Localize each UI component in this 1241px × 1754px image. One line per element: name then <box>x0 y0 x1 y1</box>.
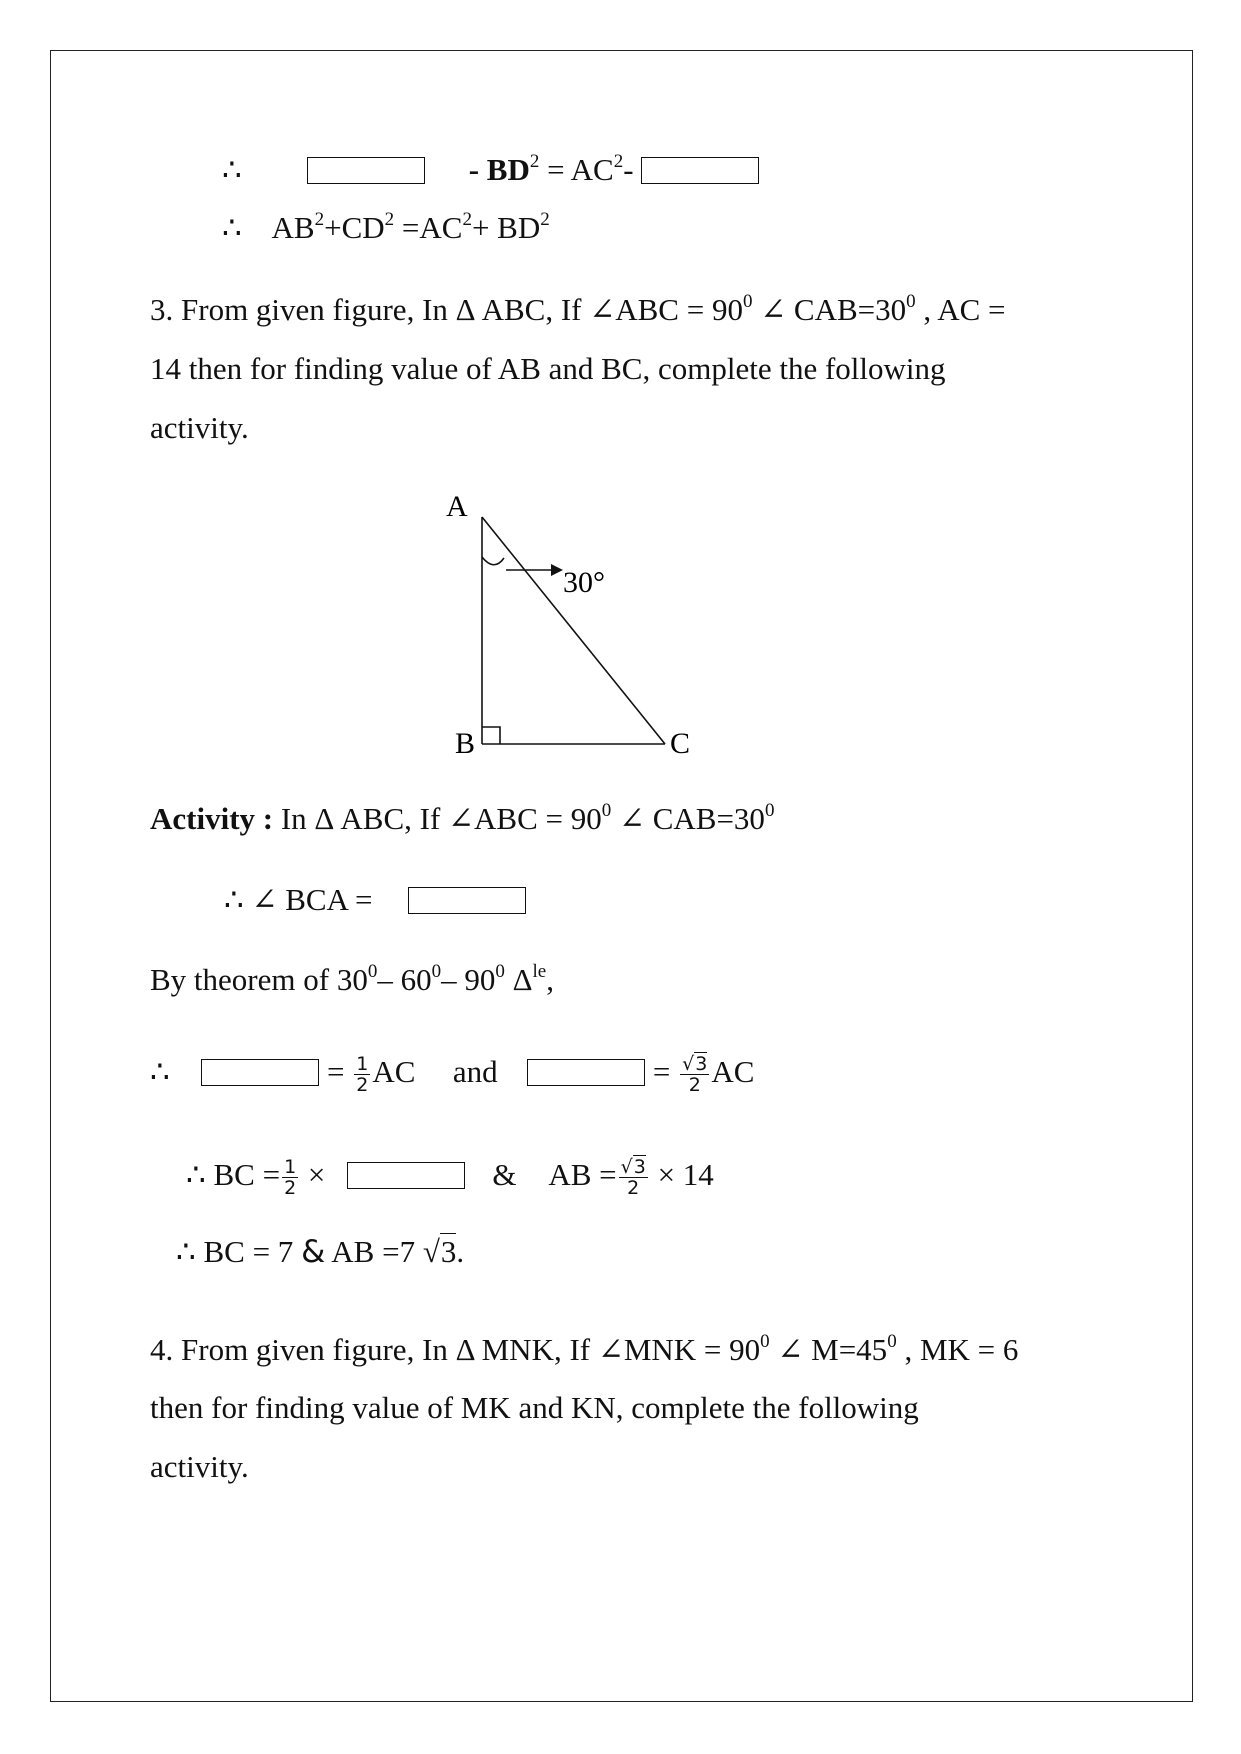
therefore-symbol: ∴ <box>150 1054 170 1089</box>
numerator: √3 <box>682 1053 708 1076</box>
answer-box-3[interactable] <box>201 1059 319 1086</box>
ac-term: = AC <box>539 152 614 187</box>
q3-text: ∠ CAB=30 <box>752 292 907 327</box>
result-line: ∴ BC = 7 & AB =7 √3. <box>176 1234 465 1270</box>
therefore-symbol: ∴ <box>222 210 242 245</box>
activity-line-1 <box>150 801 774 837</box>
bca-line <box>224 882 526 918</box>
equals-sign: = <box>652 1054 679 1089</box>
exponent: 2 <box>540 209 550 230</box>
exponent: 0 <box>764 800 775 821</box>
exponent: 0 <box>906 291 916 312</box>
q3-line-1 <box>150 292 1006 328</box>
vertex-label-b: B <box>455 727 476 760</box>
q4-line-2: then for finding value of MK and KN, complete the following <box>150 1390 919 1425</box>
exponent: 2 <box>384 209 395 230</box>
exponent: 2 <box>462 209 472 230</box>
angle-label: 30° <box>563 566 605 599</box>
q3-line-2: 14 then for finding value of AB and BC, complete the following <box>150 351 946 386</box>
period: . <box>456 1234 465 1269</box>
exponent: 2 <box>613 151 624 172</box>
equals-sign: = <box>326 1054 353 1089</box>
theorem-text: – 60 <box>377 962 432 997</box>
right-angle-marker <box>482 727 500 744</box>
exponent: 2 <box>529 151 540 172</box>
superscript: le <box>532 961 547 982</box>
ab-term: AB <box>271 210 315 245</box>
minus-sign: - <box>623 152 634 187</box>
denominator: 2 <box>284 1177 297 1200</box>
q3-text: , AC = <box>915 292 1006 327</box>
theorem-text: – 90 <box>441 962 496 997</box>
activity-text: In Δ ABC, If ∠ABC = 90 <box>273 801 602 836</box>
denominator: 2 <box>627 1177 640 1200</box>
answer-box-1[interactable] <box>307 157 425 184</box>
radicand: 3 <box>633 1156 646 1179</box>
exponent: 2 <box>314 209 325 230</box>
denominator: 2 <box>688 1074 701 1097</box>
denominator: 2 <box>356 1074 369 1097</box>
triangle-figure <box>430 480 730 770</box>
bc-text: ∴ BC = <box>186 1157 281 1192</box>
comma: , <box>546 962 554 997</box>
exponent: 0 <box>431 961 442 982</box>
theorem-line <box>150 962 554 998</box>
therefore-symbol: ∴ <box>222 152 242 187</box>
ac-term: =AC <box>394 210 463 245</box>
answer-box-2[interactable] <box>641 157 759 184</box>
vertex-label-a: A <box>446 490 468 523</box>
fraction-one-half <box>354 1054 370 1095</box>
numerator: 1 <box>356 1053 369 1076</box>
ac-term: AC <box>372 1054 416 1089</box>
exponent: 0 <box>887 1331 897 1352</box>
numerator: √3 <box>620 1156 646 1179</box>
q4-text: , MK = 6 <box>896 1332 1019 1367</box>
radicand: 3 <box>440 1234 457 1269</box>
arrowhead-icon <box>551 564 563 576</box>
activity-heading: Activity : <box>150 801 274 836</box>
answer-box-4[interactable] <box>527 1059 645 1086</box>
numerator: 1 <box>284 1156 297 1179</box>
fraction-one-half <box>282 1157 298 1198</box>
fraction-root3-half <box>680 1054 709 1095</box>
theorem-text: By theorem of 30 <box>150 962 368 997</box>
bc-calculation-line <box>186 1157 714 1198</box>
bd-term: - BD <box>468 152 530 187</box>
exponent: 0 <box>742 291 753 312</box>
and-text: and <box>452 1054 498 1089</box>
vertex-label-c: C <box>670 727 691 760</box>
equation-line-1 <box>222 152 759 188</box>
answer-box-5[interactable] <box>347 1162 465 1189</box>
q4-text: 4. From given figure, In Δ MNK, If ∠MNK = 90 <box>150 1332 761 1367</box>
activity-text: ∠ CAB=30 <box>611 801 765 836</box>
exponent: 0 <box>601 800 612 821</box>
equation-line-2 <box>222 210 550 246</box>
side-ac <box>482 517 665 744</box>
q4-line-3: activity. <box>150 1449 249 1484</box>
fraction-root3-half <box>619 1157 648 1198</box>
ab-text: AB = <box>548 1157 617 1192</box>
bd-term: + BD <box>471 210 541 245</box>
exponent: 0 <box>367 961 378 982</box>
answer-box-bca[interactable] <box>408 887 526 914</box>
exponent: 0 <box>495 961 505 982</box>
q3-text: 3. From given figure, In Δ ABC, If ∠ABC = 90 <box>150 292 743 327</box>
ab-result: AB =7 <box>325 1234 423 1269</box>
times-sign: × <box>300 1157 334 1192</box>
ac-term: AC <box>711 1054 755 1089</box>
q4-text: ∠ M=45 <box>769 1332 888 1367</box>
exponent: 0 <box>760 1331 770 1352</box>
ampersand: & <box>492 1157 517 1192</box>
bc-result: ∴ BC = 7 <box>176 1234 302 1269</box>
cd-term: +CD <box>324 210 385 245</box>
radicand: 3 <box>695 1053 708 1076</box>
times-fourteen: × 14 <box>649 1157 714 1192</box>
ampersand: & <box>301 1234 326 1270</box>
q3-line-3: activity. <box>150 410 249 445</box>
bca-text: ∴ ∠ BCA = <box>224 882 381 917</box>
fraction-line <box>150 1054 754 1095</box>
theorem-text: Δ <box>504 962 533 997</box>
q4-line-1 <box>150 1332 1018 1368</box>
angle-arc <box>482 557 504 565</box>
